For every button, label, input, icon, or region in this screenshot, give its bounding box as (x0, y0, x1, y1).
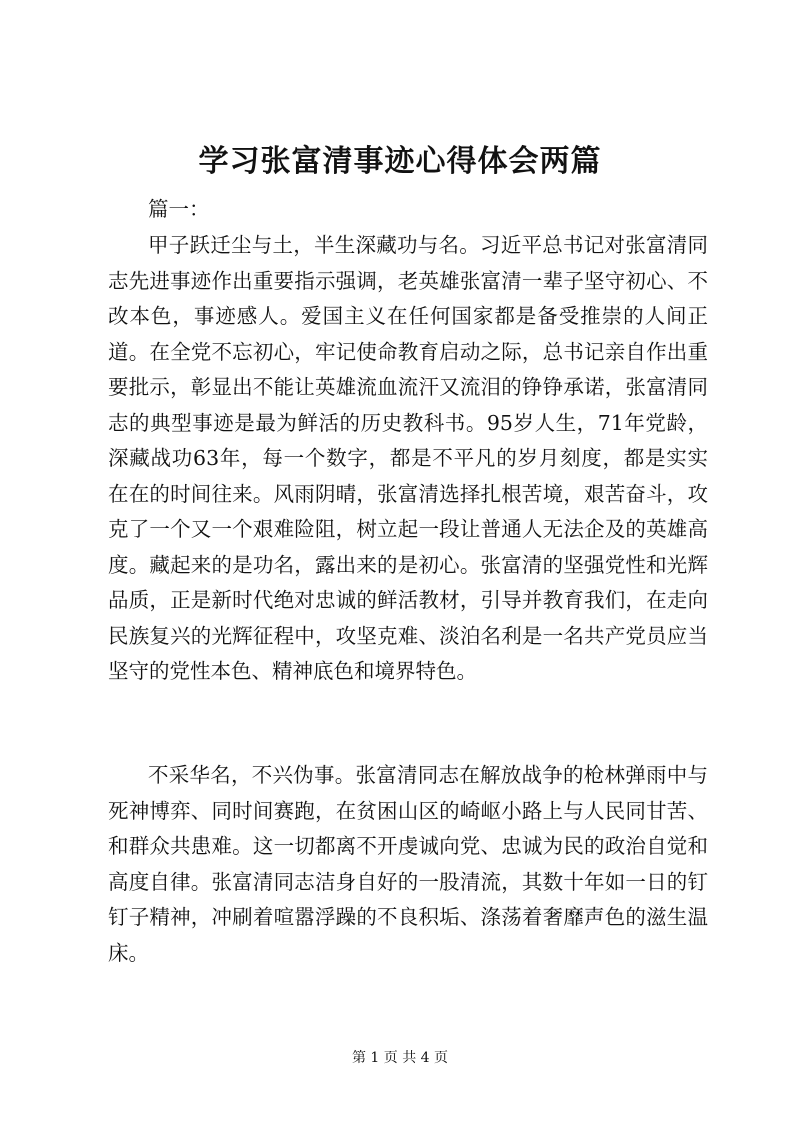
paragraph-2: 不采华名，不兴伪事。张富清同志在解放战争的枪林弹雨中与死神博弈、同时间赛跑，在贫困山区的崎岖小路上与人民同甘苦、和群众共患难。这一切都离不开虔诚向党、忠诚为民的政治自觉和高度自律。张富清同志洁身自好的一股清流，其数十年如一日的钉钉子精神，冲刷着喧嚣浮躁的不良积垢、涤荡着奢靡声色的滋生温床。 (108, 763, 708, 965)
document-title: 学习张富清事迹心得体会两篇 (198, 144, 602, 179)
page-number-label: 第 1 页 共 4 页 (351, 1050, 449, 1066)
paragraph-1: 甲子跃迁尘与土，半生深藏功与名。习近平总书记对张富清同志先进事迹作出重要指示强调，老英雄张富清一辈子坚守初心、不改本色，事迹感人。爱国主义在任何国家都是备受推崇的人间正道。在全党不忘初心，牢记使命教育启动之际，总书记亲自作出重要批示，彰显出不能让英雄流血流汗又流泪的铮铮承诺，张富清同志的典型事迹是最为鲜活的历史教科书。95岁人生，71年党龄，深藏战功63年，每一个数字，都是不平凡的岁月刻度，都是实实在在的时间往来。风雨阴晴，张富清选择扎根苦境，艰苦奋斗，攻克了一个又一个艰难险阻，树立起一段让普通人无法企及的英雄高度。藏起来的是功名，露出来的是初心。张富清的坚强党性和光辉品质，正是新时代绝对忠诚的鲜活教材，引导并教育我们，在走向民族复兴的光辉征程中，攻坚克难、淡泊名利是一名共产党员应当坚守的党性本色、精神底色和境界特色。 (108, 233, 708, 683)
section-heading: 篇一： (148, 197, 210, 221)
page-footer (0, 1048, 800, 1068)
